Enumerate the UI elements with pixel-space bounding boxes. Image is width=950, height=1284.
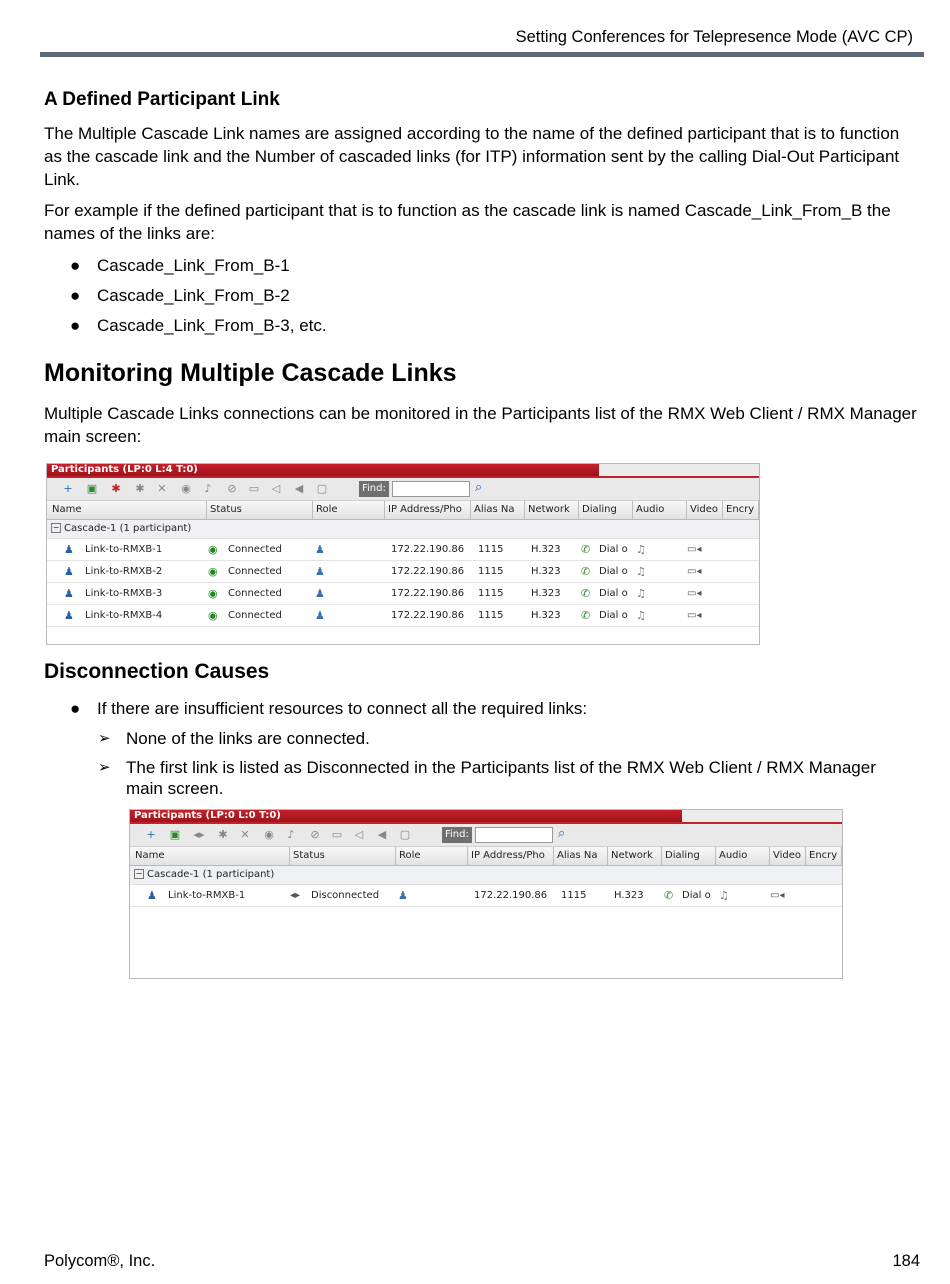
column-header[interactable]: Video [687,501,723,519]
participant-ip: 172.22.190.86 [391,566,465,577]
participant-name: Link-to-RMXB-1 [168,890,246,901]
sub-bullet-item: ➢ None of the links are connected. [98,729,370,748]
role-icon: ♟ [315,587,325,600]
panel-toolbar [130,824,842,847]
connected-status-icon: ◉ [208,565,218,578]
bullet-item: ● Cascade_Link_From_B-2 [70,286,290,305]
participant-ip: 172.22.190.86 [391,610,465,621]
camera-icon: ▭◂ [770,890,785,901]
dial-icon: ✆ [664,889,674,902]
running-header: Setting Conferences for Telepresence Mode (AVC CP) [515,28,913,46]
participant-name: Link-to-RMXB-4 [85,610,163,621]
mute-audio-icon[interactable]: ◉ [181,482,191,495]
participant-alias: 1115 [561,890,587,901]
mute-audio-icon[interactable]: ◉ [264,828,274,841]
dial-icon: ✆ [581,587,591,600]
camera-icon: ▭◂ [687,610,702,621]
column-header[interactable]: IP Address/Pho [385,501,471,519]
column-header[interactable]: Role [396,847,468,865]
block-icon[interactable]: ▢ [399,828,411,841]
microphone-icon: ♫ [636,565,646,578]
participant-ip: 172.22.190.86 [391,588,465,599]
column-header-row [47,501,759,520]
microphone-icon: ♫ [636,543,646,556]
participant-name: Link-to-RMXB-3 [85,588,163,599]
suspend-video-icon[interactable]: ▭ [248,482,260,495]
participant-status: Connected [228,610,282,621]
find-input[interactable] [475,827,553,843]
participant-dialing: Dial o [599,588,628,599]
bullet-item: ● Cascade_Link_From_B-3, etc. [70,316,327,335]
connected-status-icon: ◉ [208,543,218,556]
bullet-item: ● If there are insufficient resources to connect all the required links: [70,699,588,718]
participants-panel-screenshot [46,463,760,645]
connect-icon[interactable]: ✱ [135,482,145,495]
role-icon: ♟ [315,543,325,556]
dial-icon: ✆ [581,543,591,556]
column-header[interactable]: Dialing [662,847,716,865]
add-participant-icon[interactable]: + [146,828,156,841]
import-icon[interactable]: ▣ [169,828,181,841]
participant-ip: 172.22.190.86 [391,544,465,555]
panel-title: Participants (LP:0 L:0 T:0) [130,810,842,822]
table-row[interactable] [47,561,759,583]
person-icon: ♟ [64,565,74,578]
unmute-audio-icon[interactable]: ♪ [204,482,212,495]
unmute-audio-icon[interactable]: ♪ [287,828,295,841]
paragraph-monitoring: Multiple Cascade Links connections can be monitored in the Participants list of the RMX Web Client / RMX Manager main screen: [44,404,917,446]
column-header-row [130,847,842,866]
import-icon[interactable]: ▣ [86,482,98,495]
footer-company: Polycom®, Inc. [44,1252,156,1270]
camera-icon: ▭◂ [687,544,702,555]
find-input[interactable] [392,481,470,497]
participant-dialing: Dial o [599,610,628,621]
participant-dialing: Dial o [599,544,628,555]
dial-icon: ✆ [581,609,591,622]
microphone-icon: ♫ [719,889,729,902]
table-row[interactable] [130,885,842,907]
block-icon[interactable]: ⊘ [310,828,320,841]
table-row[interactable] [47,539,759,561]
column-header[interactable]: IP Address/Pho [468,847,554,865]
person-icon: ♟ [147,889,157,902]
participant-status: Connected [228,588,282,599]
search-icon[interactable]: ⌕ [475,480,483,495]
panel-title: Participants (LP:0 L:4 T:0) [47,464,759,476]
role-icon: ♟ [315,609,325,622]
camera-icon: ▭◂ [687,588,702,599]
connected-status-icon: ◉ [208,609,218,622]
participant-network: H.323 [531,610,561,621]
participant-alias: 1115 [478,566,504,577]
block-icon[interactable]: ▢ [316,482,328,495]
panel-toolbar [47,478,759,501]
paragraph-link-names: The Multiple Cascade Link names are assigned according to the name of the defined participant that is to function as the cascade link and the Number of cascaded links (for ITP) information sent by the calling Dial-Out Participant Link. [44,124,900,189]
participant-ip: 172.22.190.86 [474,890,548,901]
participant-alias: 1115 [478,588,504,599]
find-label: Find: [359,481,389,497]
column-header[interactable]: Network [525,501,579,519]
participant-status: Disconnected [311,890,380,901]
column-header[interactable]: Alias Na [554,847,608,865]
participant-status: Connected [228,566,282,577]
column-header[interactable]: Audio [716,847,770,865]
volume-icon[interactable]: ◀ [377,828,387,841]
column-header[interactable]: Encry [723,501,759,519]
page-number: 184 [892,1252,920,1270]
section-heading-defined-link: A Defined Participant Link [44,89,280,110]
delete-icon[interactable]: ✕ [240,828,250,841]
participant-alias: 1115 [478,544,504,555]
volume-icon[interactable]: ◀ [294,482,304,495]
participant-network: H.323 [614,890,644,901]
volume-icon[interactable]: ◁ [271,482,281,495]
column-header[interactable]: Role [313,501,385,519]
sub-bullet-item: ➢ The first link is listed as Disconnected in the Participants list of the RMX Web Client / RMX Manager main screen. [98,758,876,798]
role-icon: ♟ [315,565,325,578]
connect-icon[interactable]: ✱ [218,828,228,841]
participants-panel-screenshot-disconnected [129,809,843,979]
section-heading-disconnection: Disconnection Causes [44,660,270,683]
participant-network: H.323 [531,544,561,555]
person-icon: ♟ [64,609,74,622]
column-header[interactable]: Alias Na [471,501,525,519]
group-row[interactable]: − Cascade-1 (1 participant) [47,520,759,539]
participant-name: Link-to-RMXB-1 [85,544,163,555]
disconnected-status-icon: ◂▸ [290,890,301,901]
role-icon: ♟ [398,889,408,902]
column-header[interactable]: Status [290,847,396,865]
table-row[interactable] [47,583,759,605]
participant-network: H.323 [531,566,561,577]
suspend-video-icon[interactable]: ▭ [331,828,343,841]
paragraph-example: For example if the defined participant that is to function as the cascade link is named Cascade_Link_From_B the names of the links are: [44,201,891,243]
add-participant-icon[interactable]: + [63,482,73,495]
section-heading-monitoring: Monitoring Multiple Cascade Links [44,359,457,387]
camera-icon: ▭◂ [687,566,702,577]
table-row[interactable] [47,605,759,627]
participant-status: Connected [228,544,282,555]
group-row[interactable]: − Cascade-1 (1 participant) [130,866,842,885]
column-header[interactable]: Audio [633,501,687,519]
participant-name: Link-to-RMXB-2 [85,566,163,577]
column-header[interactable]: Video [770,847,806,865]
person-icon: ♟ [64,543,74,556]
column-header[interactable]: Dialing [579,501,633,519]
dial-icon: ✆ [581,565,591,578]
person-icon: ♟ [64,587,74,600]
block-icon[interactable]: ⊘ [227,482,237,495]
column-header[interactable]: Name [49,501,207,519]
header-rule [40,52,924,57]
disconnect-icon[interactable]: ✱ [111,482,121,495]
column-header[interactable]: Name [132,847,290,865]
delete-icon[interactable]: ✕ [157,482,167,495]
search-icon[interactable]: ⌕ [558,826,566,841]
disconnect-icon[interactable]: ◂▸ [193,828,205,841]
participant-alias: 1115 [478,610,504,621]
connected-status-icon: ◉ [208,587,218,600]
column-header[interactable]: Encry [806,847,842,865]
column-header[interactable]: Status [207,501,313,519]
participant-dialing: Dial o [599,566,628,577]
column-header[interactable]: Network [608,847,662,865]
bullet-item: ● Cascade_Link_From_B-1 [70,256,290,275]
volume-icon[interactable]: ◁ [354,828,364,841]
microphone-icon: ♫ [636,587,646,600]
participant-dialing: Dial o [682,890,711,901]
participant-network: H.323 [531,588,561,599]
find-label: Find: [442,827,472,843]
microphone-icon: ♫ [636,609,646,622]
